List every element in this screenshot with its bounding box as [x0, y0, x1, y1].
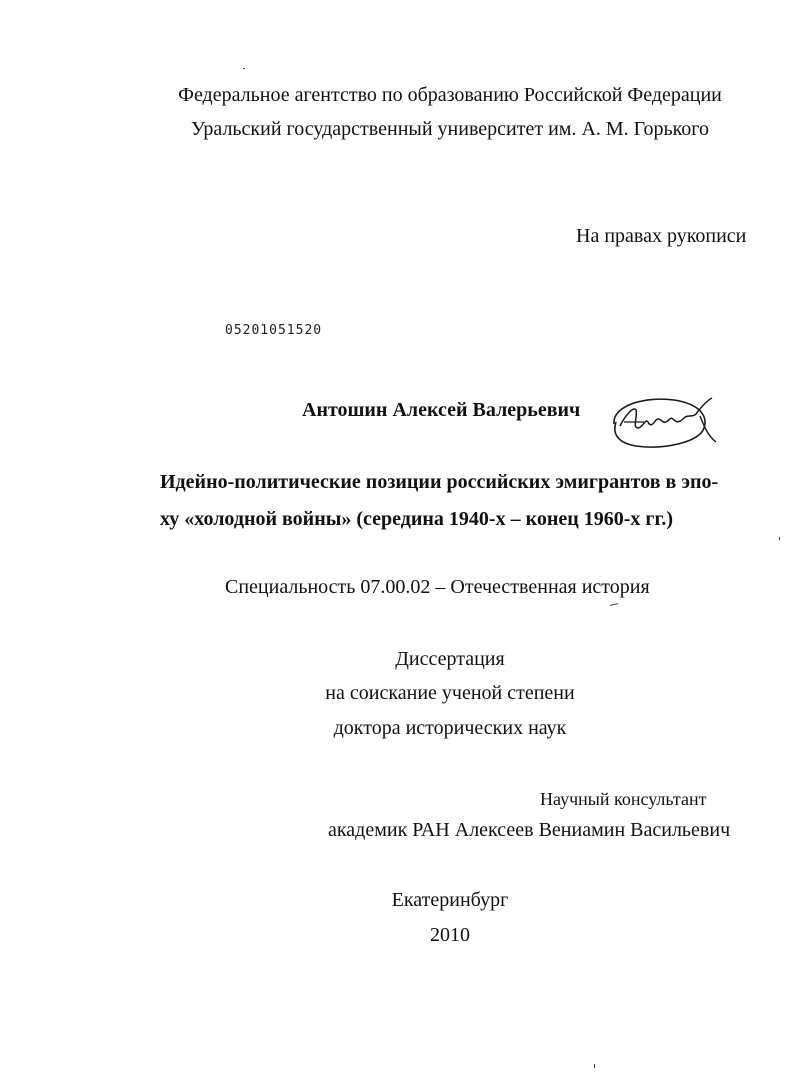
agency-line: Федеральное агентство по образованию Российской Федерации — [178, 84, 722, 106]
scan-speck — [779, 537, 780, 540]
catalog-number: 05201051520 — [225, 323, 323, 338]
advisor-name: академик РАН Алексеев Вениамин Васильевич — [328, 819, 731, 841]
rights-note: На правах рукописи — [576, 225, 747, 247]
title-line-2: ху «холодной войны» (середина 1940-х – конец 1960-х гг.) — [160, 508, 673, 530]
degree-line: на соискание ученой степени — [325, 682, 575, 704]
advisor-label: Научный консультант — [540, 789, 707, 809]
author-name: Антошин Алексей Валерьевич — [302, 399, 581, 421]
dissertation-label: Диссертация — [395, 648, 505, 670]
signature-icon — [604, 392, 722, 454]
year-line: 2010 — [430, 924, 470, 946]
degree-field-line: доктора исторических наук — [333, 717, 567, 739]
specialty-line: Специальность 07.00.02 – Отечественная история — [225, 576, 650, 598]
scan-speck — [610, 603, 618, 606]
city-line: Екатеринбург — [391, 889, 509, 911]
title-line-1: Идейно-политические позиции российских эмигрантов в эпо- — [160, 471, 719, 493]
scan-speck — [594, 1064, 595, 1068]
scan-speck — [243, 68, 245, 69]
university-line: Уральский государственный университет им. А. М. Горького — [191, 118, 709, 140]
